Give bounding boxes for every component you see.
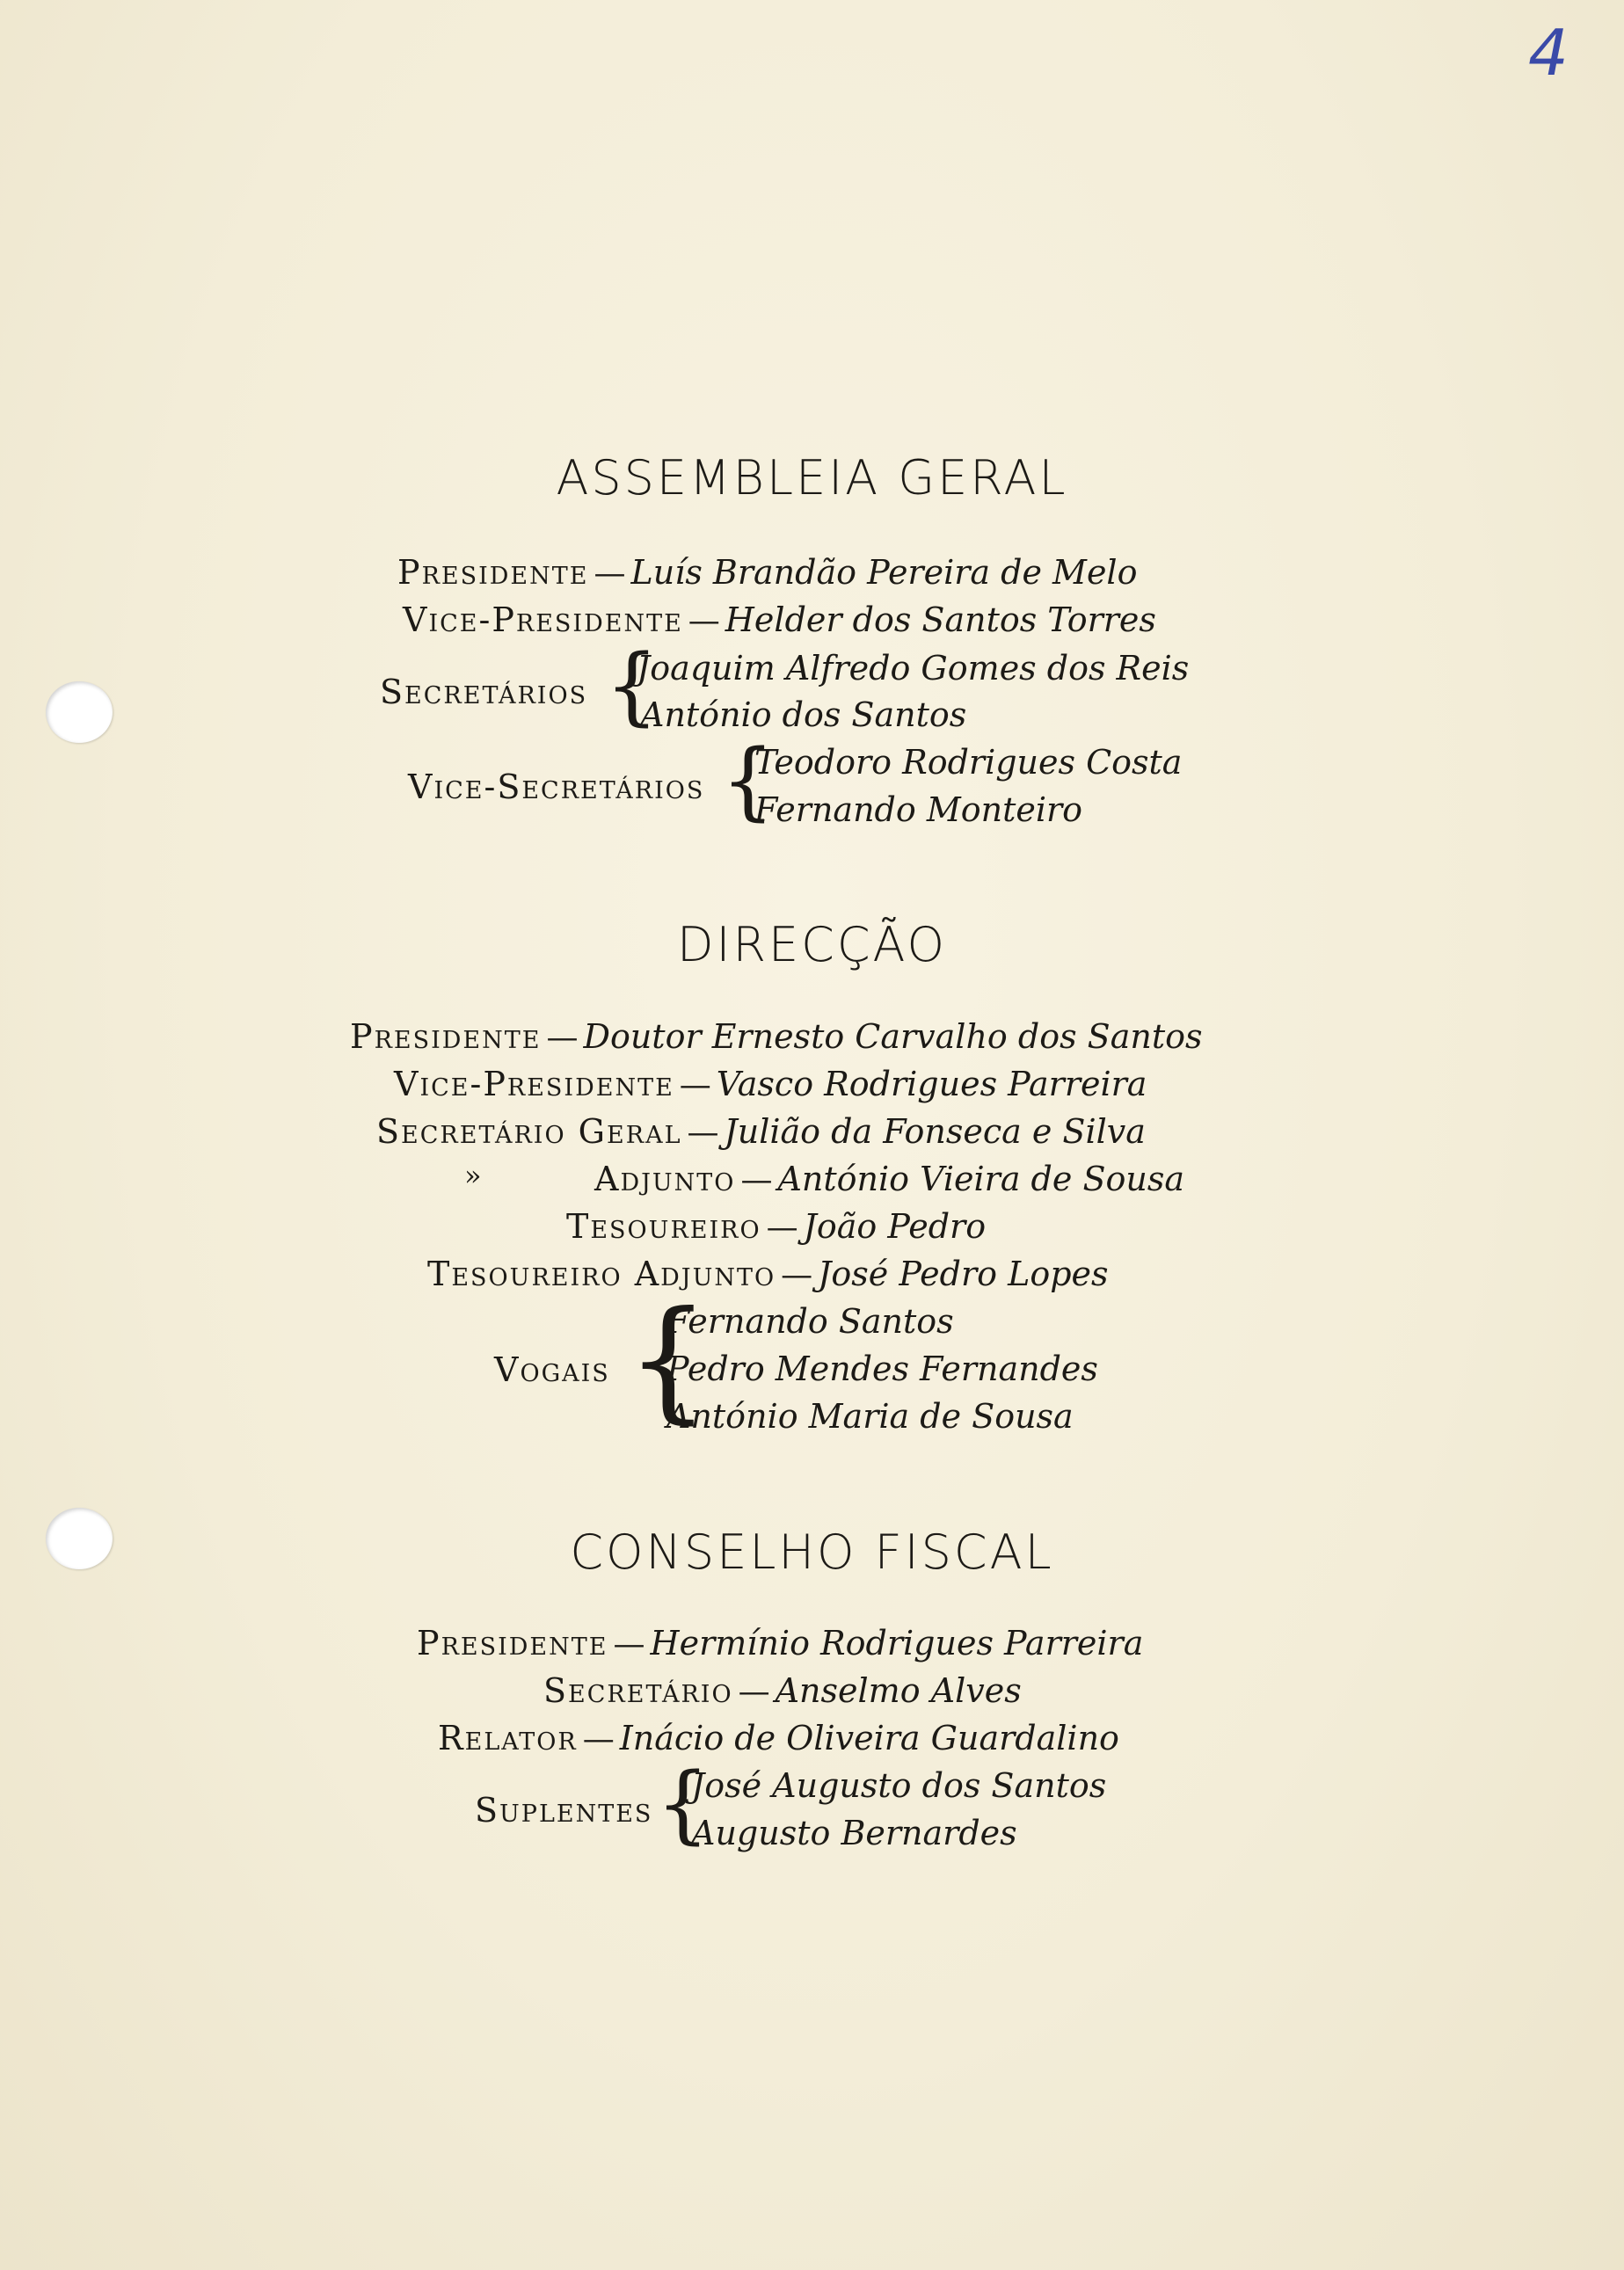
role-label: Secretários xyxy=(380,673,588,711)
member-name: António dos Santos xyxy=(640,695,967,734)
direccao-secgeral-line: Secretário Geral — Julião da Fonseca e Silva xyxy=(376,1112,1146,1151)
member-name: Pedro Mendes Fernandes xyxy=(666,1350,1098,1388)
role-label: Tesoureiro Adjunto xyxy=(427,1255,776,1293)
section-title-direccao: DIRECÇÃO xyxy=(676,917,948,972)
member-name: Anselmo Alves xyxy=(775,1671,1022,1710)
member-name: Hermínio Rodrigues Parreira xyxy=(650,1624,1144,1662)
member-name: José Augusto dos Santos xyxy=(691,1766,1107,1805)
page-number: 4 xyxy=(1528,16,1569,90)
role-label: Tesoureiro xyxy=(566,1207,761,1246)
section-title-assembleia: ASSEMBLEIA GERAL xyxy=(556,450,1068,506)
member-name: António Maria de Sousa xyxy=(666,1397,1074,1436)
member-name: José Pedro Lopes xyxy=(818,1255,1109,1293)
role-label: Presidente xyxy=(350,1017,542,1056)
role-label: Presidente xyxy=(417,1624,608,1662)
member-name: Doutor Ernesto Carvalho dos Santos xyxy=(583,1017,1203,1056)
member-name: Helder dos Santos Torres xyxy=(725,600,1156,639)
role-label: Vice-Presidente xyxy=(394,1065,674,1103)
member-name: Fernando Santos xyxy=(666,1302,954,1341)
role-label: Presidente xyxy=(397,553,589,592)
conselho-relator-line: Relator — Inácio de Oliveira Guardalino xyxy=(438,1719,1119,1757)
role-label: Relator xyxy=(438,1719,578,1757)
conselho-presidente-line: Presidente — Hermínio Rodrigues Parreira xyxy=(417,1624,1144,1662)
role-label: Vogais xyxy=(494,1350,610,1389)
punch-hole xyxy=(46,681,113,743)
brace: { xyxy=(656,1755,710,1853)
conselho-secretario-line: Secretário — Anselmo Alves xyxy=(543,1671,1022,1710)
assembleia-vice-line: Vice-Presidente — Helder dos Santos Torres xyxy=(403,600,1156,639)
member-name: Luís Brandão Pereira de Melo xyxy=(630,553,1138,592)
ditto-mark: » xyxy=(464,1159,482,1192)
direccao-tesadj-line: Tesoureiro Adjunto — José Pedro Lopes xyxy=(427,1255,1109,1293)
assembleia-presidente-line: Presidente — Luís Brandão Pereira de Melo xyxy=(397,553,1138,592)
role-label: Adjunto xyxy=(594,1160,736,1198)
member-name: Fernando Monteiro xyxy=(754,790,1083,829)
role-label: Suplentes xyxy=(475,1791,653,1830)
direccao-tesoureiro-line: Tesoureiro — João Pedro xyxy=(566,1207,987,1246)
member-name: António Vieira de Sousa xyxy=(777,1160,1184,1198)
direccao-presidente-line: Presidente — Doutor Ernesto Carvalho dos Santos xyxy=(350,1017,1203,1056)
member-name: Joaquim Alfredo Gomes dos Reis xyxy=(637,649,1190,688)
role-label: Vice-Secretários xyxy=(408,768,705,806)
role-label: Secretário Geral xyxy=(376,1112,682,1151)
member-name: Teodoro Rodrigues Costa xyxy=(754,743,1183,782)
member-name: Vasco Rodrigues Parreira xyxy=(716,1065,1147,1103)
direccao-adjunto-line: Adjunto — António Vieira de Sousa xyxy=(594,1160,1184,1198)
role-label: Vice-Presidente xyxy=(403,600,683,639)
section-title-conselho: CONSELHO FISCAL xyxy=(570,1524,1054,1580)
brace: { xyxy=(626,1284,710,1437)
direccao-vice-line: Vice-Presidente — Vasco Rodrigues Parreira xyxy=(394,1065,1147,1103)
member-name: Inácio de Oliveira Guardalino xyxy=(619,1719,1119,1757)
role-label: Secretário xyxy=(543,1671,733,1710)
member-name: Augusto Bernardes xyxy=(691,1814,1017,1852)
brace: { xyxy=(721,731,776,830)
member-name: Julião da Fonseca e Silva xyxy=(724,1112,1146,1151)
member-name: João Pedro xyxy=(803,1207,987,1246)
brace: { xyxy=(605,637,659,735)
